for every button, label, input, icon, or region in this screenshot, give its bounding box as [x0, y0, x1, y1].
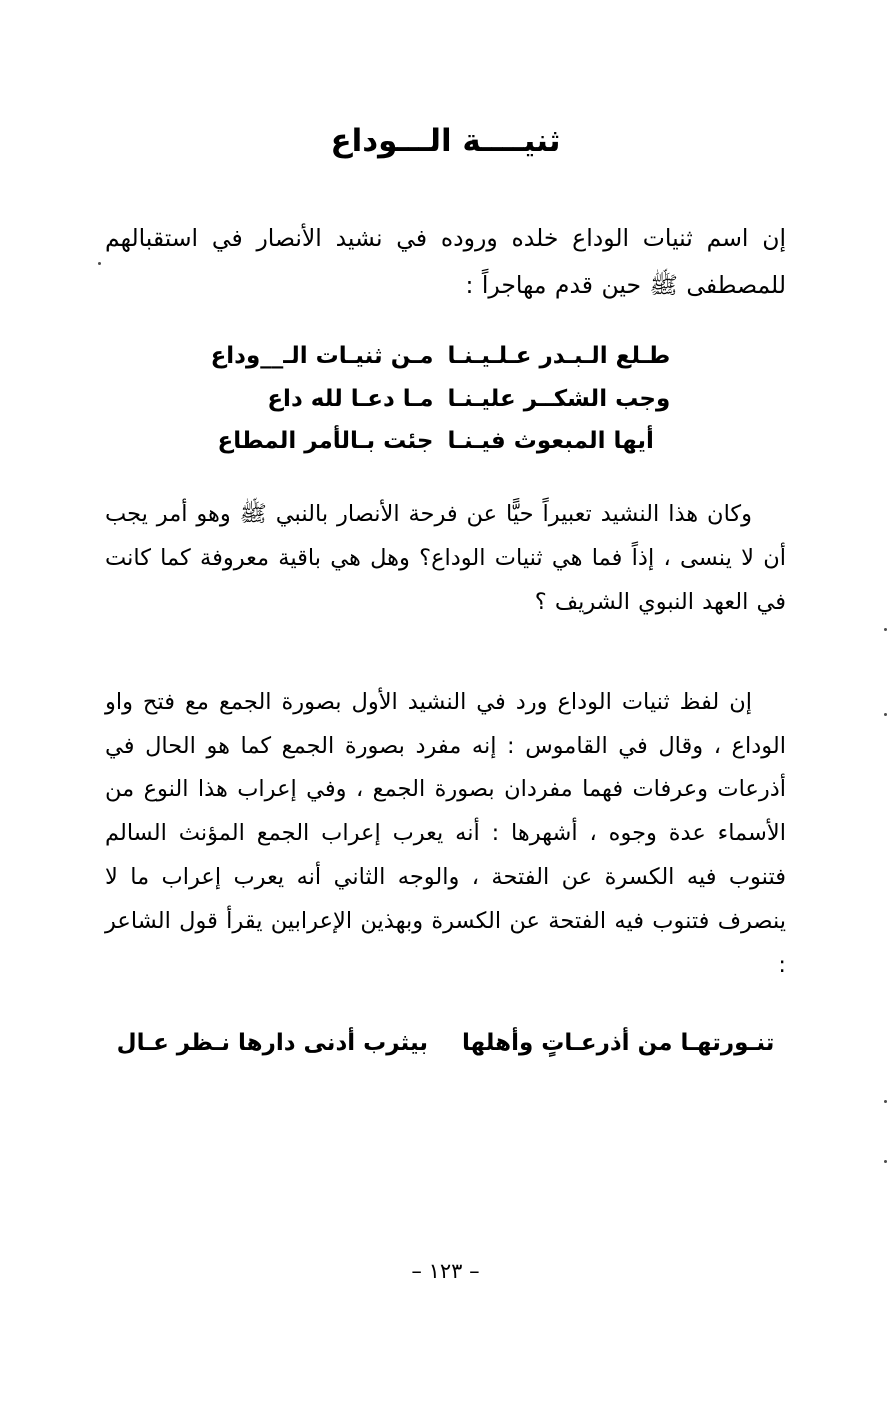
hemistich-second: جئت بـالأمر المطاع — [217, 428, 434, 455]
hemistich-first: وجب الشكــر عليـنـا — [447, 385, 671, 412]
scan-artifact — [884, 1100, 887, 1103]
page-title: ثنيــــة الـــوداع — [330, 123, 561, 159]
hemistich-second: بيثرب أدنى دارها نـظر عـال — [116, 1029, 428, 1056]
hemistich-second: مـا دعـا لله داع — [267, 385, 434, 412]
scan-artifact — [884, 628, 887, 631]
hemistich-first: أيها المبعوث فيـنـا — [447, 428, 654, 455]
scan-artifact — [884, 713, 887, 716]
poem-line — [105, 378, 786, 421]
spacer — [105, 651, 786, 681]
poem-verses-first — [105, 335, 786, 463]
page-content — [105, 120, 786, 1094]
poem-line — [105, 1022, 786, 1065]
poem-line — [105, 335, 786, 378]
scan-artifact — [98, 262, 101, 265]
hemistich-first: تنـورتهـا من أذرعـاتٍ وأهلها — [461, 1029, 775, 1056]
poem-verses-second — [105, 1022, 786, 1065]
hemistich-second: مـن ثنيـات الـ__وداع — [210, 343, 434, 370]
page-number: – ١٢٣ – — [411, 1259, 480, 1283]
scan-artifact — [884, 1160, 887, 1163]
paragraph-intro: إن اسم ثنيات الوداع خلده وروده في نشيد الأنصار في استقبالهم للمصطفى ﷺ حين قدم مهاجراً : — [105, 224, 786, 300]
hemistich-first: طـلع الـبـدر عـلـيـنـا — [447, 343, 671, 370]
paragraph-third: إن لفظ ثنيات الوداع ورد في النشيد الأول بصورة الجمع مع فتح واو الوداع ، وقال في القاموس : إنه مفرد بصورة الجمع كما هو الحال في أذرعات وعرفات فهما مفردان بصورة الجمع ، وفي إعراب هذا النوع من الأسماء عدة وجوه ، أشهرها : أنه يعرب إعراب الجمع المؤنث السالم فتنوب فيه الكسرة عن الفتحة ، والوجه الثاني أنه يعرب إعراب ما لا ينصرف فتنوب فيه الفتحة عن الكسرة وبهذين الإعرابين يقرأ قول الشاعر : — [105, 688, 786, 978]
poem-line — [105, 420, 786, 463]
paragraph-second: وكان هذا النشيد تعبيراً حيًّا عن فرحة الأنصار بالنبي ﷺ وهو أمر يجب أن لا ينسى ، إذاً فما هي ثنيات الوداع؟ وهل هي باقية معروفة كما كانت في العهد النبوي الشريف ؟ — [105, 501, 786, 615]
